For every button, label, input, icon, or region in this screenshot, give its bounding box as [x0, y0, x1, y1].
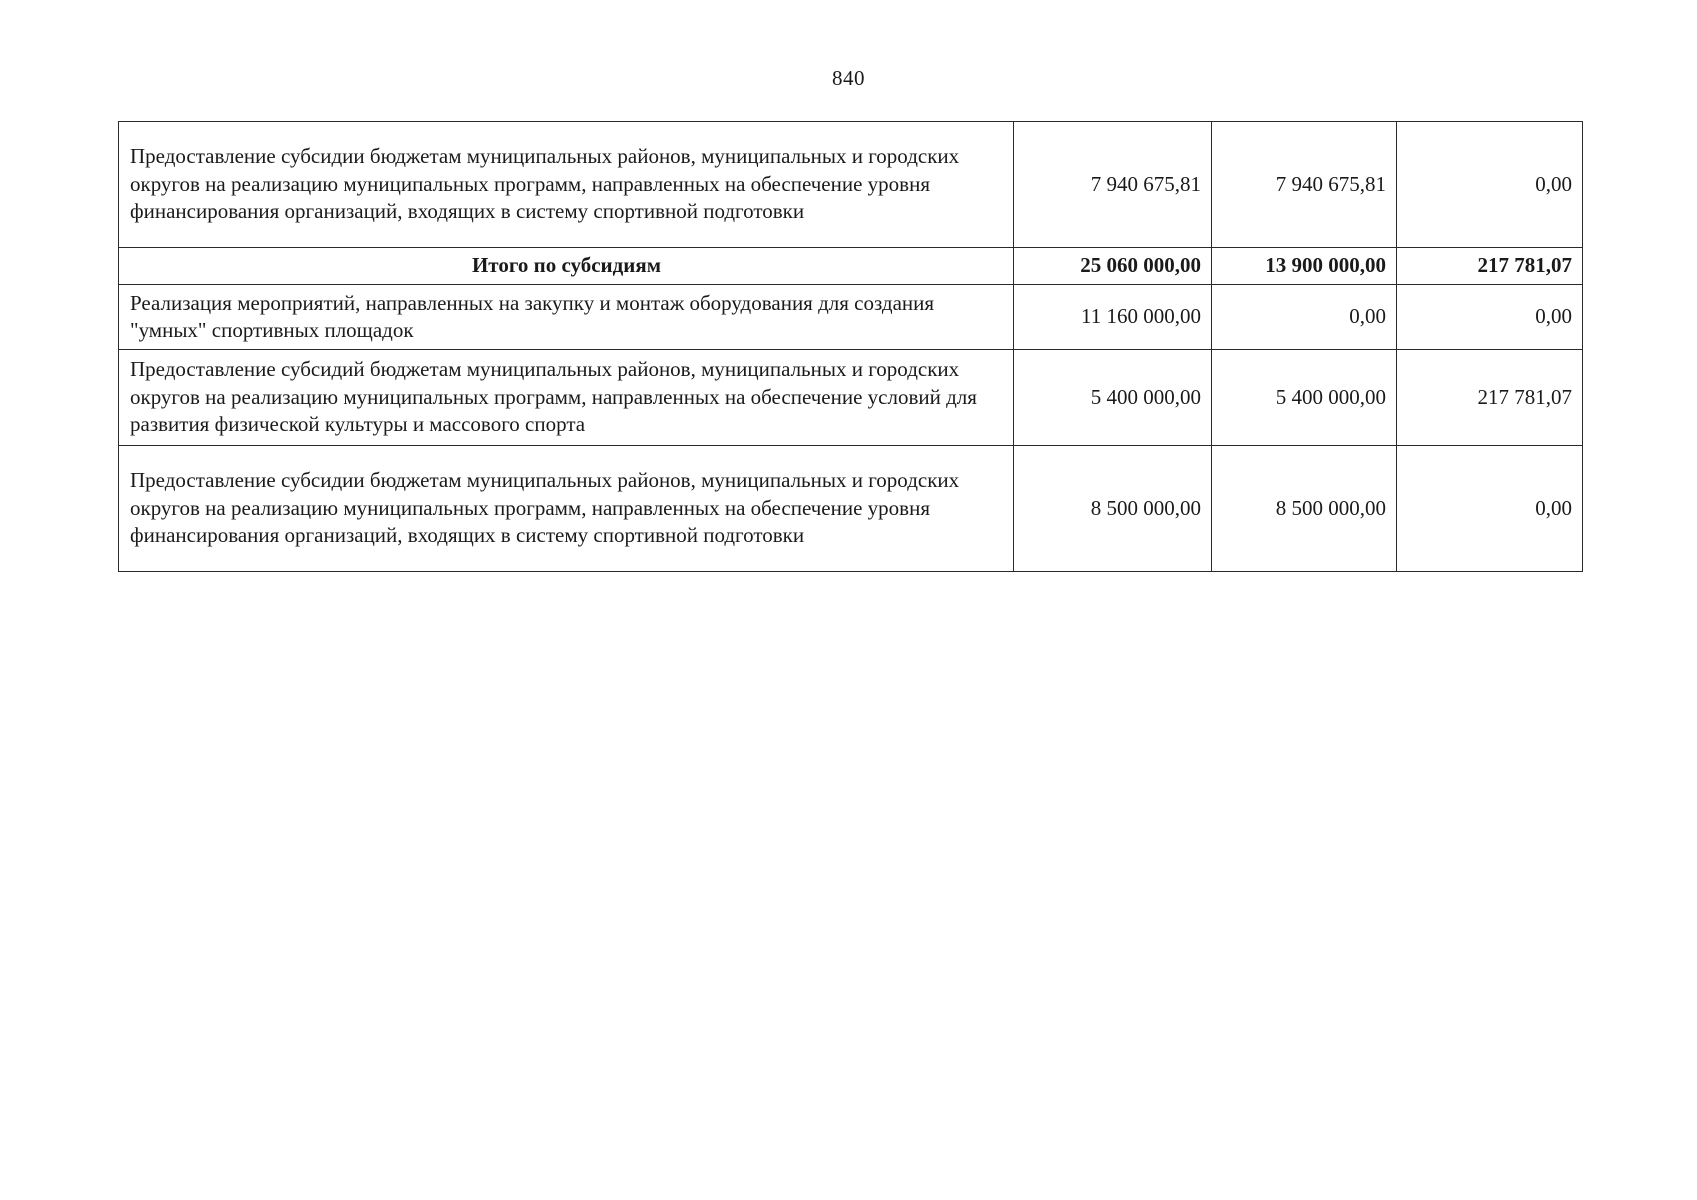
total-value-1: 25 060 000,00: [1014, 248, 1212, 285]
row-value-3: 0,00: [1397, 446, 1583, 572]
page-number: 840: [832, 66, 865, 90]
table-row: [119, 285, 1583, 350]
row-value-1: 7 940 675,81: [1014, 122, 1212, 248]
row-value-1: 11 160 000,00: [1014, 285, 1212, 350]
total-value-2: 13 900 000,00: [1212, 248, 1397, 285]
row-description: Предоставление субсидий бюджетам муниципальных районов, муниципальных и городских округов на реализацию муниципальных программ, направленных на обеспечение условий для развития физической культуры и массового спорта: [119, 350, 1014, 446]
row-value-2: 5 400 000,00: [1212, 350, 1397, 446]
row-value-2: 8 500 000,00: [1212, 446, 1397, 572]
row-value-3: 217 781,07: [1397, 350, 1583, 446]
row-description: Реализация мероприятий, направленных на закупку и монтаж оборудования для создания "умных" спортивных площадок: [119, 285, 1014, 350]
subsidy-table: [118, 121, 1583, 572]
table-row: [119, 446, 1583, 572]
total-value-3: 217 781,07: [1397, 248, 1583, 285]
row-description: Предоставление субсидии бюджетам муниципальных районов, муниципальных и городских округов на реализацию муниципальных программ, направленных на обеспечение уровня финансирования организаций, входящих в систему спортивной подготовки: [119, 446, 1014, 572]
row-value-3: 0,00: [1397, 122, 1583, 248]
row-value-3: 0,00: [1397, 285, 1583, 350]
total-row: [119, 248, 1583, 285]
table-row: [119, 350, 1583, 446]
row-value-1: 8 500 000,00: [1014, 446, 1212, 572]
table-row: [119, 122, 1583, 248]
row-value-1: 5 400 000,00: [1014, 350, 1212, 446]
row-description: Предоставление субсидии бюджетам муниципальных районов, муниципальных и городских округов на реализацию муниципальных программ, направленных на обеспечение уровня финансирования организаций, входящих в систему спортивной подготовки: [119, 122, 1014, 248]
row-value-2: 7 940 675,81: [1212, 122, 1397, 248]
total-label: Итого по субсидиям: [119, 248, 1014, 285]
row-value-2: 0,00: [1212, 285, 1397, 350]
